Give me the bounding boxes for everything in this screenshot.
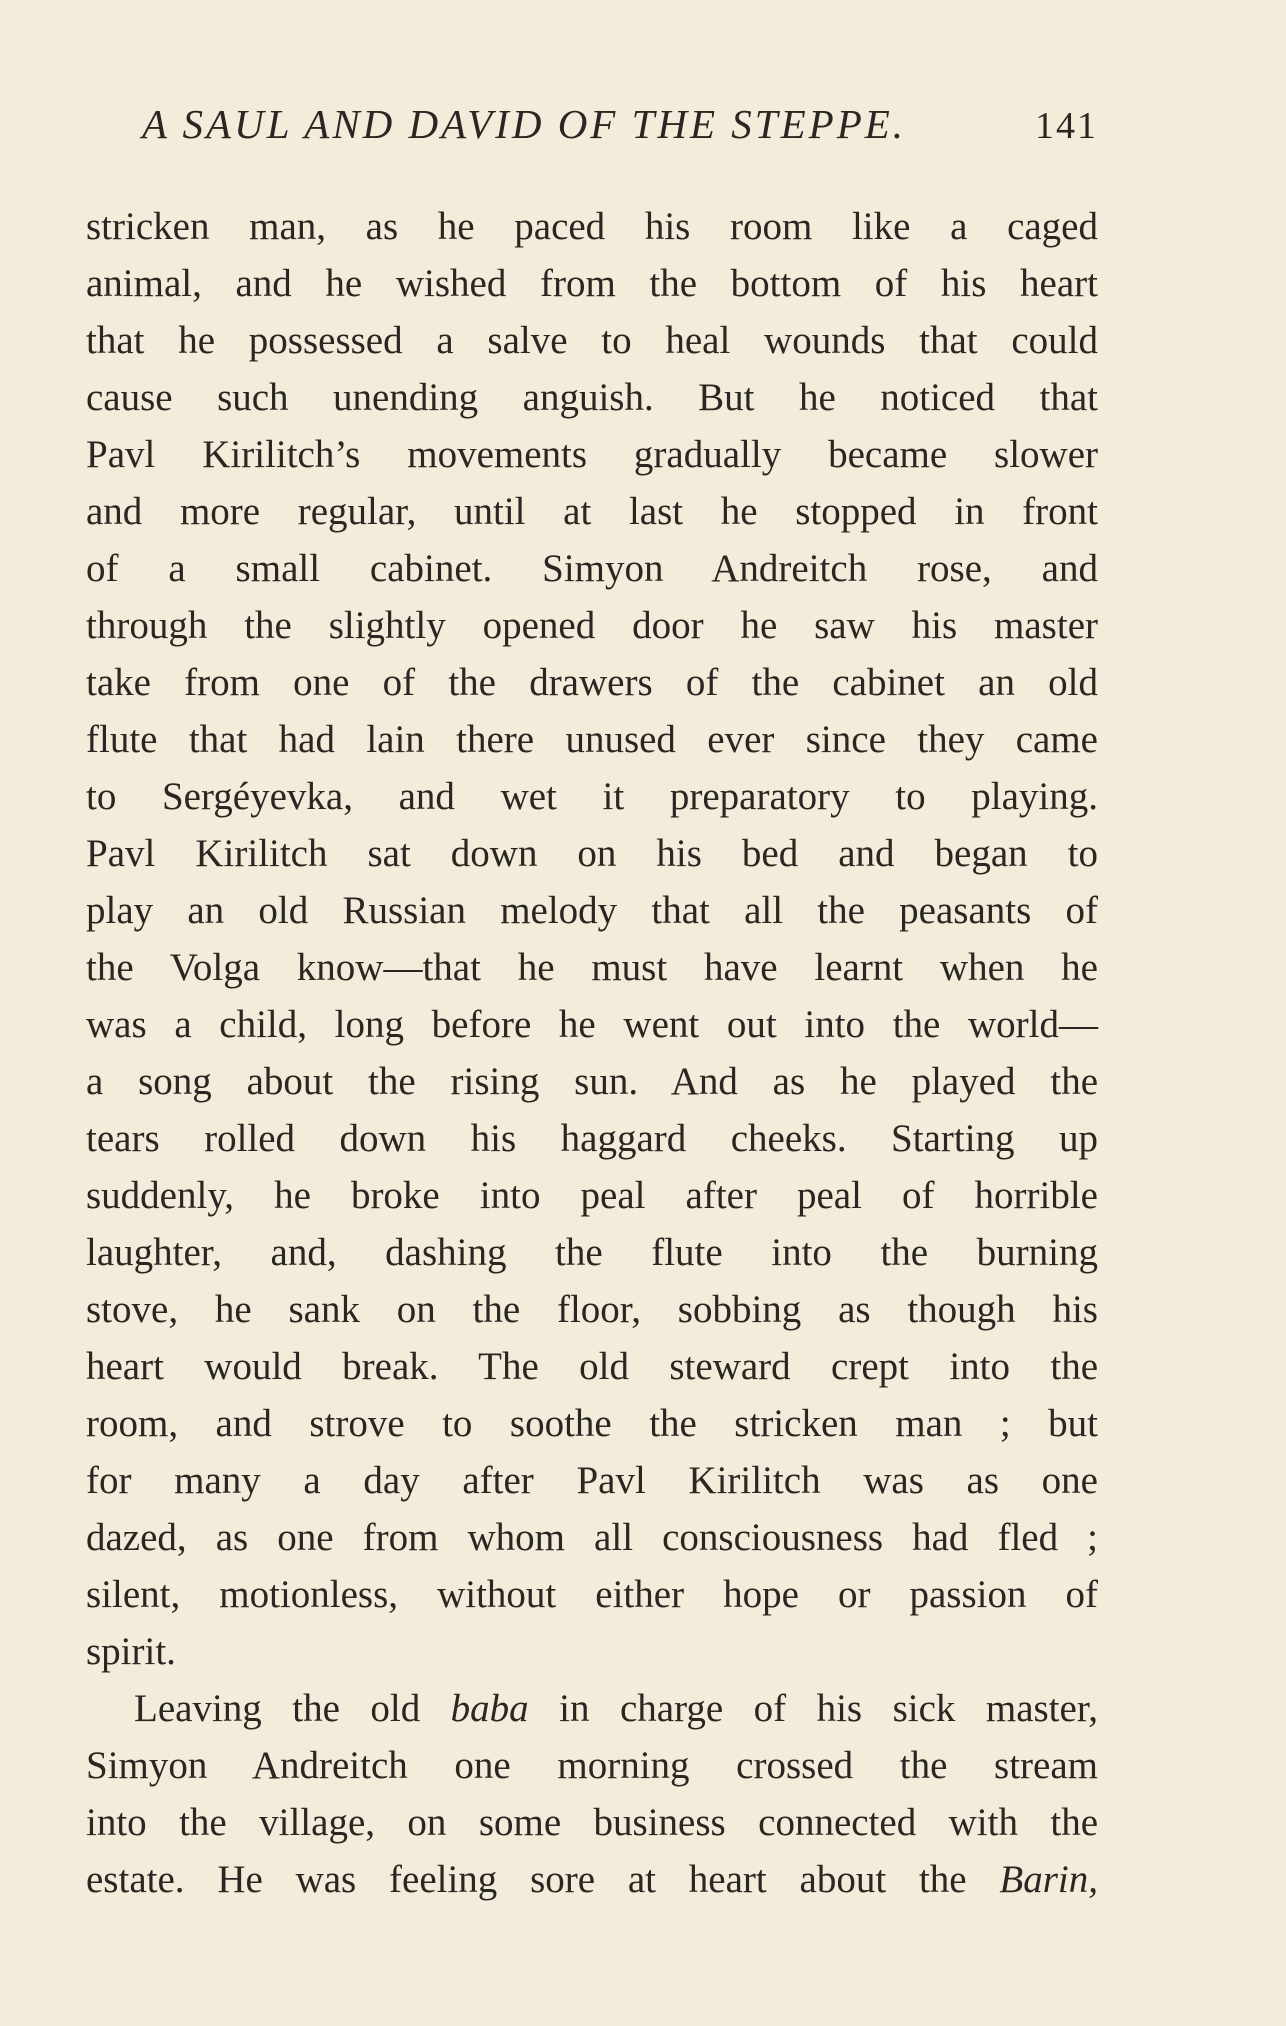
- text-line: play an old Russian melody that all the peasants of: [86, 889, 1098, 932]
- text-line: stricken man, as he paced his room like a caged: [86, 205, 1098, 248]
- running-head: [86, 100, 1098, 160]
- italic-word: Barin,: [999, 1858, 1098, 1901]
- text-line: cause such unending anguish. But he noticed that: [86, 376, 1098, 419]
- text-line: was a child, long before he went out into the world—: [86, 1003, 1098, 1046]
- text-line: suddenly, he broke into peal after peal of horrible: [86, 1174, 1098, 1217]
- text-line: laughter, and, dashing the flute into the burning: [86, 1231, 1098, 1274]
- text-line: spirit.: [86, 1630, 176, 1673]
- text-segment: in charge of his sick master,: [528, 1687, 1098, 1730]
- text-line: [86, 1851, 1098, 1908]
- text-line: heart would break. The old steward crept into the: [86, 1345, 1098, 1388]
- text-line: through the slightly opened door he saw his master: [86, 604, 1098, 647]
- text-line: take from one of the drawers of the cabinet an old: [86, 661, 1098, 704]
- text-line: animal, and he wished from the bottom of his heart: [86, 262, 1098, 305]
- text-segment: estate. He was feeling sore at heart about the: [86, 1858, 1000, 1901]
- text-line: for many a day after Pavl Kirilitch was as one: [86, 1459, 1098, 1502]
- page-number: 141: [1035, 105, 1098, 147]
- text-line: flute that had lain there unused ever since they came: [86, 718, 1098, 761]
- text-line: Simyon Andreitch one morning crossed the stream: [86, 1744, 1098, 1787]
- text-line: of a small cabinet. Simyon Andreitch rose, and: [86, 547, 1098, 590]
- running-title: A SAUL AND DAVID OF THE STEPPE.: [142, 101, 907, 147]
- text-line: room, and strove to soothe the stricken man ; but: [86, 1402, 1098, 1445]
- text-segment: Leaving the old: [134, 1687, 451, 1730]
- text-line: silent, motionless, without either hope or passion of: [86, 1573, 1098, 1616]
- text-line: Pavl Kirilitch’s movements gradually became slower: [86, 433, 1098, 476]
- text-line: Pavl Kirilitch sat down on his bed and began to: [86, 832, 1098, 875]
- text-line: that he possessed a salve to heal wounds that could: [86, 319, 1098, 362]
- text-line: to Sergéyevka, and wet it preparatory to playing.: [86, 775, 1098, 818]
- text-line: stove, he sank on the floor, sobbing as though his: [86, 1288, 1098, 1331]
- body-text: [86, 198, 1098, 1908]
- text-line: tears rolled down his haggard cheeks. Starting up: [86, 1117, 1098, 1160]
- italic-word: baba: [450, 1687, 529, 1730]
- text-line: the Volga know—that he must have learnt when he: [86, 946, 1098, 989]
- text-line: dazed, as one from whom all consciousness had fled ;: [86, 1516, 1098, 1559]
- text-line: and more regular, until at last he stopped in front: [86, 490, 1098, 533]
- text-line: into the village, on some business connected with the: [86, 1801, 1098, 1844]
- text-line: [86, 1680, 1098, 1737]
- text-line: a song about the rising sun. And as he played the: [86, 1060, 1098, 1103]
